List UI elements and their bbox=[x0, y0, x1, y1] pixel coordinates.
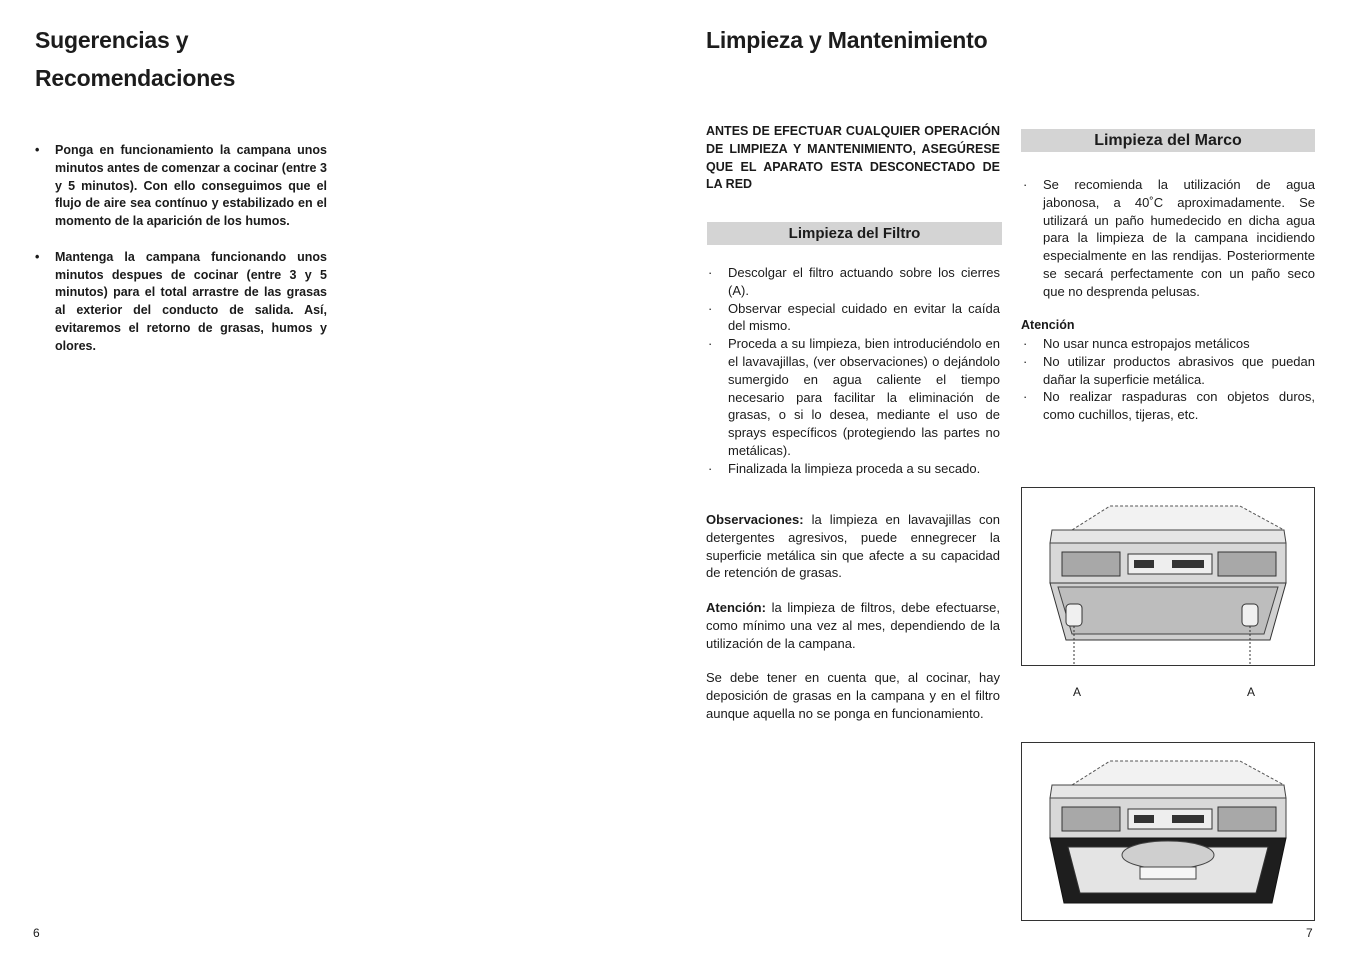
right-page-title: Limpieza y Mantenimiento bbox=[706, 27, 988, 53]
dot-icon: · bbox=[708, 300, 713, 316]
filter-step-text: Descolgar el filtro actuando sobre los cierres (A). bbox=[728, 265, 1000, 298]
dot-icon: · bbox=[1023, 389, 1028, 405]
recommendation-text: Ponga en funcionamiento la campana unos minutos antes de comenzar a cocinar (entre 3 y 5 minutos). Con ello conseguimos que el flujo de aire sea contínuo y estabilizado en el momento de la aparición de los humos. bbox=[55, 143, 327, 229]
page-number-left: 6 bbox=[33, 926, 40, 940]
dot-icon: · bbox=[1023, 336, 1028, 351]
hood-open-drawing bbox=[1022, 743, 1314, 920]
hood-open-illustration bbox=[1021, 742, 1315, 921]
dot-icon: · bbox=[1023, 177, 1028, 192]
filter-attention-paragraph bbox=[706, 599, 1000, 652]
bullet-icon: • bbox=[35, 249, 40, 264]
hood-filter-illustration bbox=[1021, 487, 1315, 666]
bullet-icon: • bbox=[35, 143, 40, 157]
observations-label: Observaciones: bbox=[706, 512, 804, 527]
filter-step bbox=[706, 335, 1000, 460]
filter-step-text: Finalizada la limpieza proceda a su secado. bbox=[728, 460, 981, 476]
disconnect-warning: ANTES DE EFECTUAR CUALQUIER OPERACIÓN DE LIMPIEZA Y MANTENIMIENTO, ASEGÚRESE QUE EL APARATO ESTA DESCONECTADO DE LA RED bbox=[706, 124, 1000, 192]
recommendations-list bbox=[35, 142, 327, 356]
dot-icon: · bbox=[708, 336, 713, 352]
frame-cleaning-list bbox=[1021, 176, 1315, 301]
recommendation-item bbox=[35, 142, 327, 231]
observations-paragraph bbox=[706, 511, 1000, 582]
observations-text: la limpieza en lavavajillas con detergentes agresivos, puede ennegrecer la superficie metálica sin que afecte a su capacidad de retención de grasas. bbox=[706, 512, 1000, 581]
filter-step-text: Proceda a su limpieza, bien introduciéndolo en el lavavajillas, (ver observaciones) o dejándolo sumergido en agua caliente el tiempo necesario para facilitar la eliminación de grasas, o si lo desea, mediante el uso de sprays específicos (protegiendo las partes no metálicas). bbox=[728, 336, 1000, 458]
filter-section-heading: Limpieza del Filtro bbox=[707, 222, 1002, 245]
dot-icon: · bbox=[708, 265, 713, 280]
frame-cleaning-text: Se recomienda la utilización de agua jabonosa, a 40˚C aproximadamente. Se utilizará un paño humedecido en dicha agua para la limpieza de la campana incidiendo especialmente en las rendijas. Posteriormente se secará perfectamente con un paño seco que no desprenda pelusas. bbox=[1043, 177, 1315, 299]
filter-step-text: Observar especial cuidado en evitar la caída del mismo. bbox=[728, 300, 1000, 334]
callout-a-left: A bbox=[1073, 685, 1082, 699]
grease-note-paragraph: Se debe tener en cuenta que, al cocinar, hay deposición de grasas en la campana y en el filtro aunque aquella no se ponga en funcionamiento. bbox=[706, 670, 1000, 721]
left-title-line2: Recomendaciones bbox=[35, 65, 236, 91]
page-number-right: 7 bbox=[1306, 926, 1313, 940]
filter-step bbox=[706, 460, 1000, 478]
filter-steps-list bbox=[706, 264, 1000, 478]
dot-icon: · bbox=[1023, 353, 1028, 369]
filter-step bbox=[706, 300, 1000, 336]
hood-filter-drawing bbox=[1022, 488, 1314, 665]
frame-cleaning-item bbox=[1021, 176, 1315, 301]
callout-a-right: A bbox=[1247, 685, 1256, 699]
filter-attention-label: Atención: bbox=[706, 600, 766, 615]
recommendation-item bbox=[35, 249, 327, 356]
frame-attention-list bbox=[1021, 335, 1315, 424]
filter-step bbox=[706, 264, 1000, 300]
frame-attention-text: No usar nunca estropajos metálicos bbox=[1043, 336, 1250, 351]
frame-attention-item bbox=[1021, 353, 1315, 389]
frame-attention-text: No realizar raspaduras con objetos duros, como cuchillos, tijeras, etc. bbox=[1043, 389, 1315, 423]
left-title-line1: Sugerencias y bbox=[35, 27, 189, 53]
frame-attention-item bbox=[1021, 388, 1315, 424]
filter-attention-text: la limpieza de filtros, debe efectuarse, como mínimo una vez al mes, dependiendo de la utilización de la campana. bbox=[706, 600, 1000, 651]
recommendation-text: Mantenga la campana funcionando unos minutos despues de cocinar (entre 3 y 5 minutos) para el total arrastre de las grasas al exterior del conducto de salida. Así, evitaremos el retorno de grasas, humos y olores. bbox=[55, 249, 327, 353]
frame-attention-item bbox=[1021, 335, 1315, 353]
frame-section-heading: Limpieza del Marco bbox=[1021, 129, 1315, 152]
left-page-title bbox=[35, 21, 235, 97]
frame-attention-heading: Atención bbox=[1021, 318, 1075, 332]
frame-attention-text: No utilizar productos abrasivos que puedan dañar la superficie metálica. bbox=[1043, 353, 1315, 387]
dot-icon: · bbox=[708, 460, 713, 476]
